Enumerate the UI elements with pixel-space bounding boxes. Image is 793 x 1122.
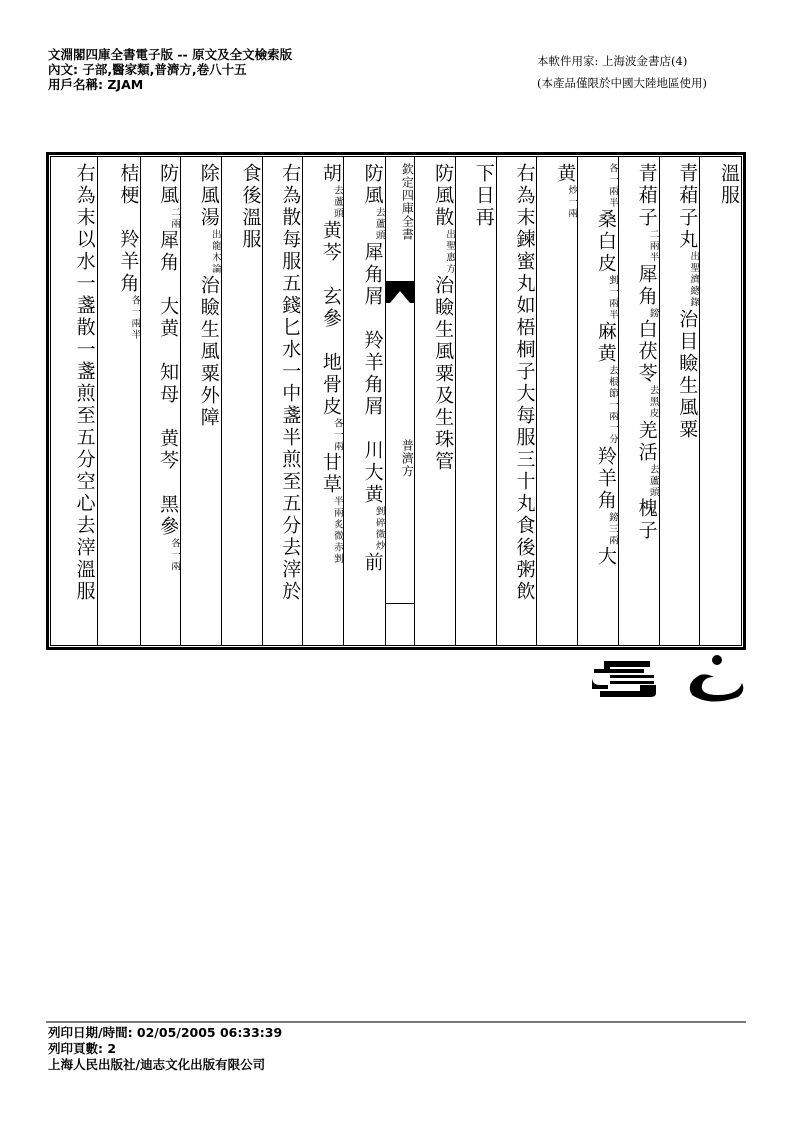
text-columns xyxy=(50,156,742,646)
annotation-note: 剉一兩半 xyxy=(606,275,618,321)
text-column xyxy=(221,157,263,645)
product-title: 文淵閣四庫全書電子版 -- 原文及全文檢索版 xyxy=(48,47,293,62)
text-column xyxy=(577,157,618,645)
main-text: 防風 xyxy=(361,163,384,207)
annotation-note: 出龍木論 xyxy=(209,229,221,275)
main-text: 青葙子丸 xyxy=(676,163,699,251)
annotation-note: 各一兩半 xyxy=(129,295,141,341)
main-text: 甘草 xyxy=(319,452,342,496)
main-text: 白茯苓 xyxy=(635,319,658,385)
column-text xyxy=(537,163,577,220)
main-text: 犀角 大黄 知母 黄芩 黑參 xyxy=(157,230,180,538)
center-column-title: 欽定四庫全書 xyxy=(400,163,415,241)
annotation-note: 二兩 xyxy=(169,207,181,230)
annotation-note: 半兩炙微赤剉 xyxy=(331,496,343,565)
user-name: 用戶名稱: ZJAM xyxy=(48,77,144,92)
text-column xyxy=(180,157,221,645)
print-pages: 列印頁數: 2 xyxy=(48,1041,117,1056)
text-column xyxy=(455,157,496,645)
main-text: 溫服 xyxy=(718,163,740,207)
main-text: 麻黄 xyxy=(594,321,617,365)
publisher-logo-brush-icon xyxy=(680,655,750,714)
text-column xyxy=(302,157,343,645)
text-column xyxy=(699,157,741,645)
column-text xyxy=(578,163,618,568)
column-text xyxy=(141,163,180,573)
column-text xyxy=(497,163,537,603)
text-column xyxy=(618,157,659,645)
center-column-book-title: 普濟方 xyxy=(400,439,415,478)
annotation-note: 二兩半 xyxy=(647,229,659,264)
annotation-note: 各一兩 xyxy=(331,417,343,452)
annotation-note: 各一兩 xyxy=(169,538,181,573)
annotation-note: 去根節一兩一分 xyxy=(606,365,618,446)
print-datetime: 列印日期/時間: 02/05/2005 06:33:39 xyxy=(48,1025,283,1040)
main-text: 黄芩 玄參 地骨皮 xyxy=(319,219,342,418)
main-text: 前 xyxy=(361,551,384,574)
annotation-note: 去蘆頭 xyxy=(373,207,385,242)
text-column xyxy=(51,157,97,645)
main-text: 治目瞼生風粟 xyxy=(676,308,699,441)
main-text: 羚羊角 xyxy=(594,445,617,512)
annotation-note: 鎊 xyxy=(647,307,659,319)
text-column xyxy=(262,157,302,645)
main-text: 桑白皮 xyxy=(594,209,617,275)
main-text: 犀角屑 羚羊角屑 川大黄 xyxy=(361,241,384,506)
column-text xyxy=(222,163,263,251)
annotation-note: 出聖惠方 xyxy=(444,229,456,275)
licensee: 本軟件用家: 上海波金書店(4) xyxy=(537,54,688,68)
main-text: 黄 xyxy=(554,163,577,185)
footer-divider xyxy=(46,1021,746,1023)
column-text xyxy=(181,163,221,429)
text-column xyxy=(496,157,537,645)
fishtail-mark-icon xyxy=(386,281,415,303)
column-text xyxy=(303,163,343,565)
content-path: 內文: 子部,醫家類,普濟方,卷八十五 xyxy=(48,62,247,77)
annotation-note: 各一兩半 xyxy=(606,163,618,209)
column-text xyxy=(619,163,659,542)
main-text: 青葙子 xyxy=(635,163,658,229)
annotation-note: 去黑皮 xyxy=(647,385,659,420)
main-text: 食後溫服 xyxy=(239,163,262,251)
text-column xyxy=(140,157,180,645)
text-column xyxy=(414,157,455,645)
column-text xyxy=(51,163,97,603)
publisher-logo-books-icon xyxy=(590,655,660,704)
text-column xyxy=(343,157,385,645)
main-text: 防風 xyxy=(157,163,180,207)
main-text: 右為散每服五錢匕水一中盞半煎至五分去滓於 xyxy=(279,163,302,603)
column-text xyxy=(700,163,741,207)
main-text: 治瞼生風粟外障 xyxy=(197,275,220,429)
annotation-note: 炒一兩 xyxy=(566,185,578,220)
main-text: 右為末以水一盞散一盞煎至五分空心去滓溫服 xyxy=(73,163,96,603)
text-column xyxy=(536,157,577,645)
main-text: 治瞼生風粟及生珠管 xyxy=(432,275,455,473)
column-text xyxy=(456,163,496,229)
main-text: 桔梗 羚羊角 xyxy=(117,163,140,295)
column-text xyxy=(344,163,385,574)
annotation-note: 去蘆頭 xyxy=(331,185,343,220)
column-text xyxy=(660,163,700,441)
main-text: 槐子 xyxy=(635,498,658,542)
main-text: 胡 xyxy=(319,163,342,185)
center-column-rule xyxy=(386,603,415,604)
main-text: 羌活 xyxy=(635,419,658,464)
annotation-note: 去蘆頭 xyxy=(647,463,659,498)
column-text xyxy=(263,163,302,603)
main-text: 右為末鍊蜜丸如梧桐子大每服三十丸食後粥飲 xyxy=(513,163,536,603)
main-text: 大 xyxy=(594,546,617,568)
main-text: 下日再 xyxy=(472,163,495,229)
publisher: 上海人民出版社/迪志文化出版有限公司 xyxy=(48,1057,266,1072)
column-text xyxy=(98,163,141,341)
annotation-note: 出聖濟總錄 xyxy=(688,251,700,309)
center-column xyxy=(385,157,415,645)
region-notice: (本產品僅限於中國大陸地區使用) xyxy=(537,76,707,90)
main-text: 除風湯 xyxy=(197,163,220,229)
text-column xyxy=(97,157,141,645)
column-text xyxy=(415,163,455,473)
document-footer xyxy=(48,1025,282,1073)
document-header-right xyxy=(537,50,707,94)
main-text: 犀角 xyxy=(635,263,658,308)
document-header-left xyxy=(48,47,292,92)
main-text: 防風散 xyxy=(432,163,455,229)
text-column xyxy=(659,157,700,645)
annotation-note: 剉碎微炒 xyxy=(373,505,385,552)
annotation-note: 鎊三兩 xyxy=(606,511,618,546)
